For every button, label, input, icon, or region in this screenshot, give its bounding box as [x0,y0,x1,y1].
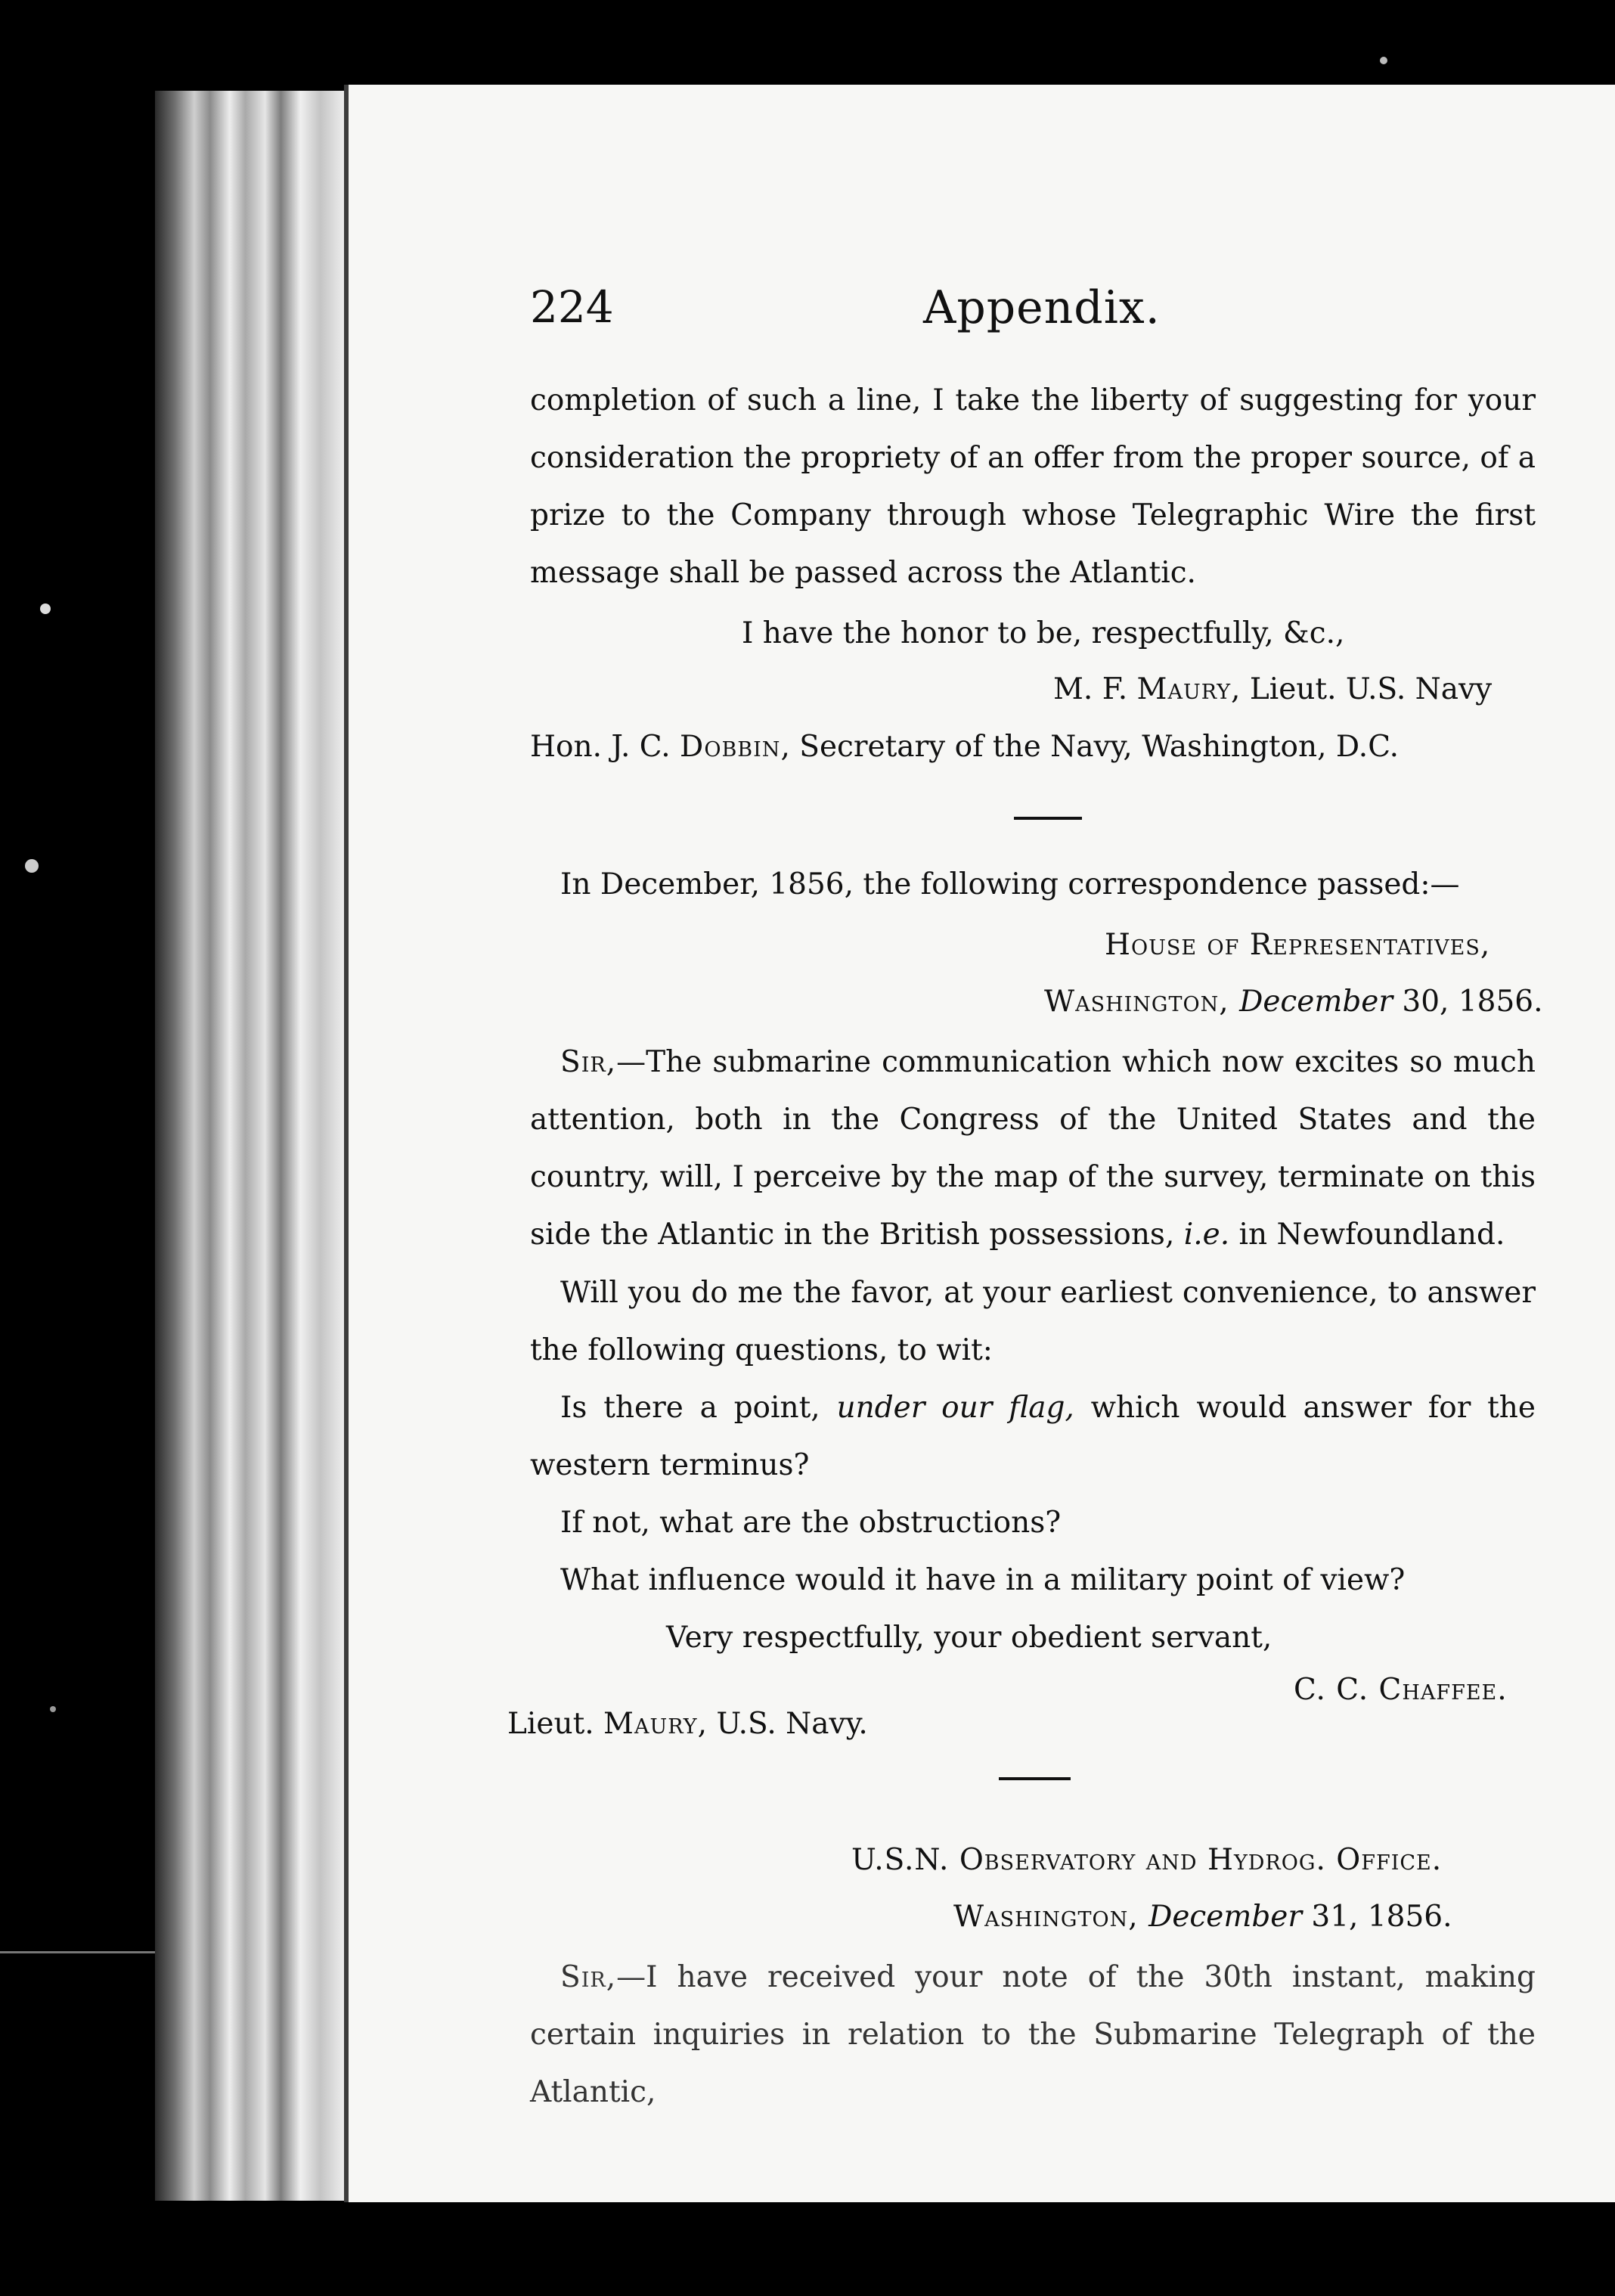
letter2-addressee-name: Maury [603,1707,698,1741]
letter1-addressee-prefix: Hon. J. C. [530,730,680,764]
letter1-signature-initials: M. F. [1053,672,1137,706]
letter2-para2: Will you do me the favor, at your earliest convenience, to answer the following questions, to wit: [530,1276,1536,1367]
book-page-edges [155,91,352,2201]
section-divider [1014,817,1082,820]
letter1-signature-rank: , Lieut. U.S. Navy [1231,672,1493,706]
letter3-date-rest: 31, 1856. [1302,1900,1452,1934]
letter2-place: Washington, [1044,985,1240,1019]
section-divider-2 [999,1777,1071,1780]
letter2-signature: C. C. Chaffee. [1294,1673,1508,1707]
intro-line: In December, 1856, the following correspondence passed:— [560,867,1460,901]
letter3-body [530,1949,1536,2121]
letter1-addressee [530,718,1399,776]
letter2-para3 [530,1379,1536,1494]
running-head: Appendix. [923,281,1161,334]
letter2-para1-text: —The submarine communication which now excites so much attention, both in the Congress of the United States and the country, will, I perceive by the map of the survey, terminate on this side the Atlantic in the British possessions, [530,1045,1536,1252]
letter3-place: Washington, [953,1900,1149,1934]
page-number: 224 [530,281,614,333]
letter2-para3-start: Is there a point, [560,1391,837,1425]
letter2-dateline [1044,973,1542,1031]
letter1-signature [1053,661,1492,718]
letter1-body: completion of such a line, I take the liberty of suggesting for your consideration the propriety of an offer from the proper source, of a prize to the Company through whose Telegraphic Wire the first message shall be passed across the Atlantic. [530,383,1536,590]
letter3-dateline [953,1888,1452,1946]
letter2-para4: If not, what are the obstructions? [560,1506,1062,1540]
letter2-closing: Very respectfully, your obedient servant, [666,1621,1272,1655]
letter1-signature-name: Maury [1136,672,1232,706]
letter2-addressee-rest: , U.S. Navy. [697,1707,868,1741]
letter3-body-text: —I have received your note of the 30th instant, making certain inquiries in relation to the Submarine Telegraph of the Atlantic, [530,1960,1536,2109]
letter2-para1 [530,1034,1536,1264]
letter2-para3-end: which would answer for the western terminus? [530,1391,1536,1482]
letter1-closing: I have the honor to be, respectfully, &c., [742,616,1345,650]
letter2-addressee [507,1696,868,1753]
letter1-addressee-name: Dobbin [680,730,781,764]
letter1-addressee-rest: , Secretary of the Navy, Washington, D.C. [780,730,1400,764]
letter2-para1-ie: i.e. [1183,1218,1230,1252]
letter2-addressee-prefix: Lieut. [507,1707,604,1741]
letter2-from-line1: House of Representatives, [1105,928,1491,962]
letter2-date-month: December [1239,985,1393,1019]
letter2-salutation: Sir, [560,1045,617,1079]
letter2-date-rest: 30, 1856. [1393,985,1543,1019]
letter3-date-month: December [1148,1900,1303,1934]
letter3-from-line1: U.S.N. Observatory and Hydrog. Office. [851,1843,1443,1877]
page-header [530,274,1536,357]
book-page [344,85,1615,2202]
letter2-para1-end: in Newfoundland. [1229,1218,1505,1252]
letter3-salutation: Sir, [560,1960,617,1994]
letter2-para3-italic: under our flag, [836,1391,1074,1425]
letter2-para5: What influence would it have in a military point of view? [560,1563,1406,1597]
